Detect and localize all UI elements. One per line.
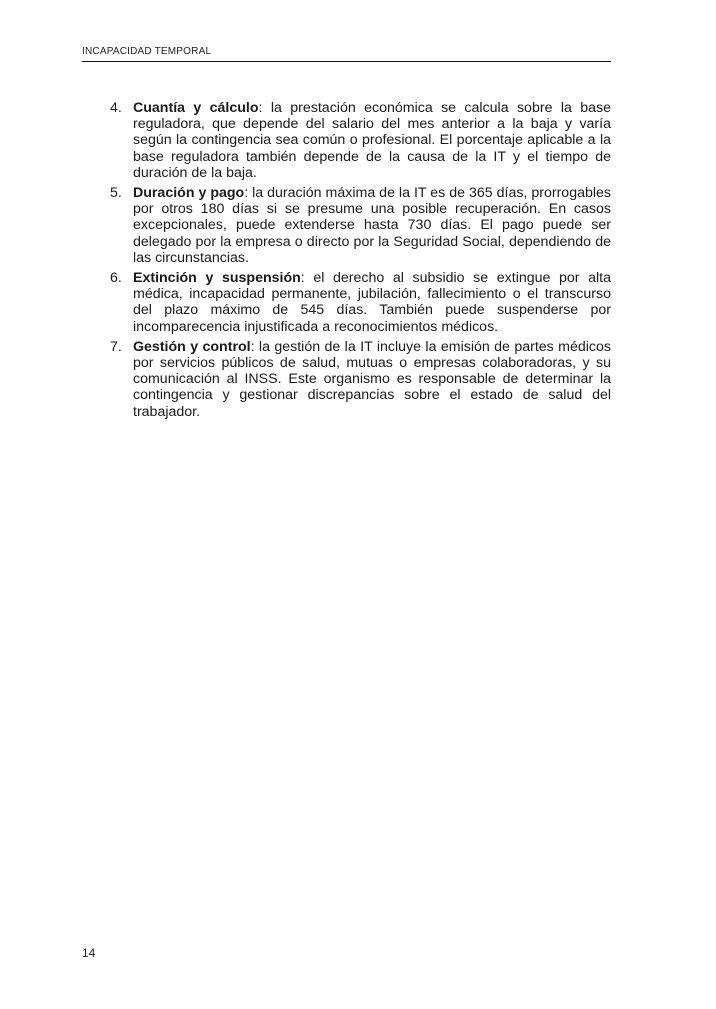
list-item-number: 4.	[110, 100, 122, 116]
list-item	[82, 185, 611, 266]
list-item-number: 5.	[110, 185, 122, 202]
header-rule	[82, 61, 611, 62]
list-item-term: Cuantía y cálculo	[133, 100, 259, 116]
numbered-list	[82, 100, 611, 424]
list-item-text: : el derecho al subsidio se extingue por alta médica, incapacidad permanente, jubilación, fallecimiento o el transcurso del plazo máximo de 545 días. También puede suspenderse por incomparecencia injustificada a reconocimientos médicos.	[133, 270, 611, 335]
list-item-text: : la prestación económica se calcula sobre la base reguladora, que depende del salario del mes anterior a la baja y varía según la contingencia sea común o profesional. El porcentaje aplicable a la base reguladora también depende de la causa de la IT y el tiempo de duración de la baja.	[133, 100, 612, 181]
list-item-term: Extinción y suspensión	[133, 270, 301, 287]
list-item-number: 7.	[110, 338, 122, 355]
list-item-text: : la duración máxima de la IT es de 365 días, prorrogables por otros 180 días si se presume una posible recuperación. En casos excepcionales, puede extenderse hasta 730 días. El pago puede ser delegado por la empresa o directo por la Seguridad Social, dependiendo de las circunstancias.	[133, 185, 611, 266]
running-header: INCAPACIDAD TEMPORAL	[82, 46, 212, 57]
list-item-text: : la gestión de la IT incluye la emisión de partes médicos por servicios públicos de salud, mutuas o empresas colaboradoras, y su comunicación al INSS. Este organismo es responsable de determinar la contingencia y gestionar discrepancias sobre el estado de salud del trabajador.	[133, 338, 611, 420]
list-item-term: Duración y pago	[133, 185, 245, 202]
list-item	[82, 339, 611, 420]
page-number: 14	[82, 946, 96, 960]
list-item	[82, 270, 611, 335]
list-item-number: 6.	[110, 270, 122, 287]
list-item	[82, 100, 611, 181]
list-item-term: Gestión y control	[133, 338, 251, 355]
